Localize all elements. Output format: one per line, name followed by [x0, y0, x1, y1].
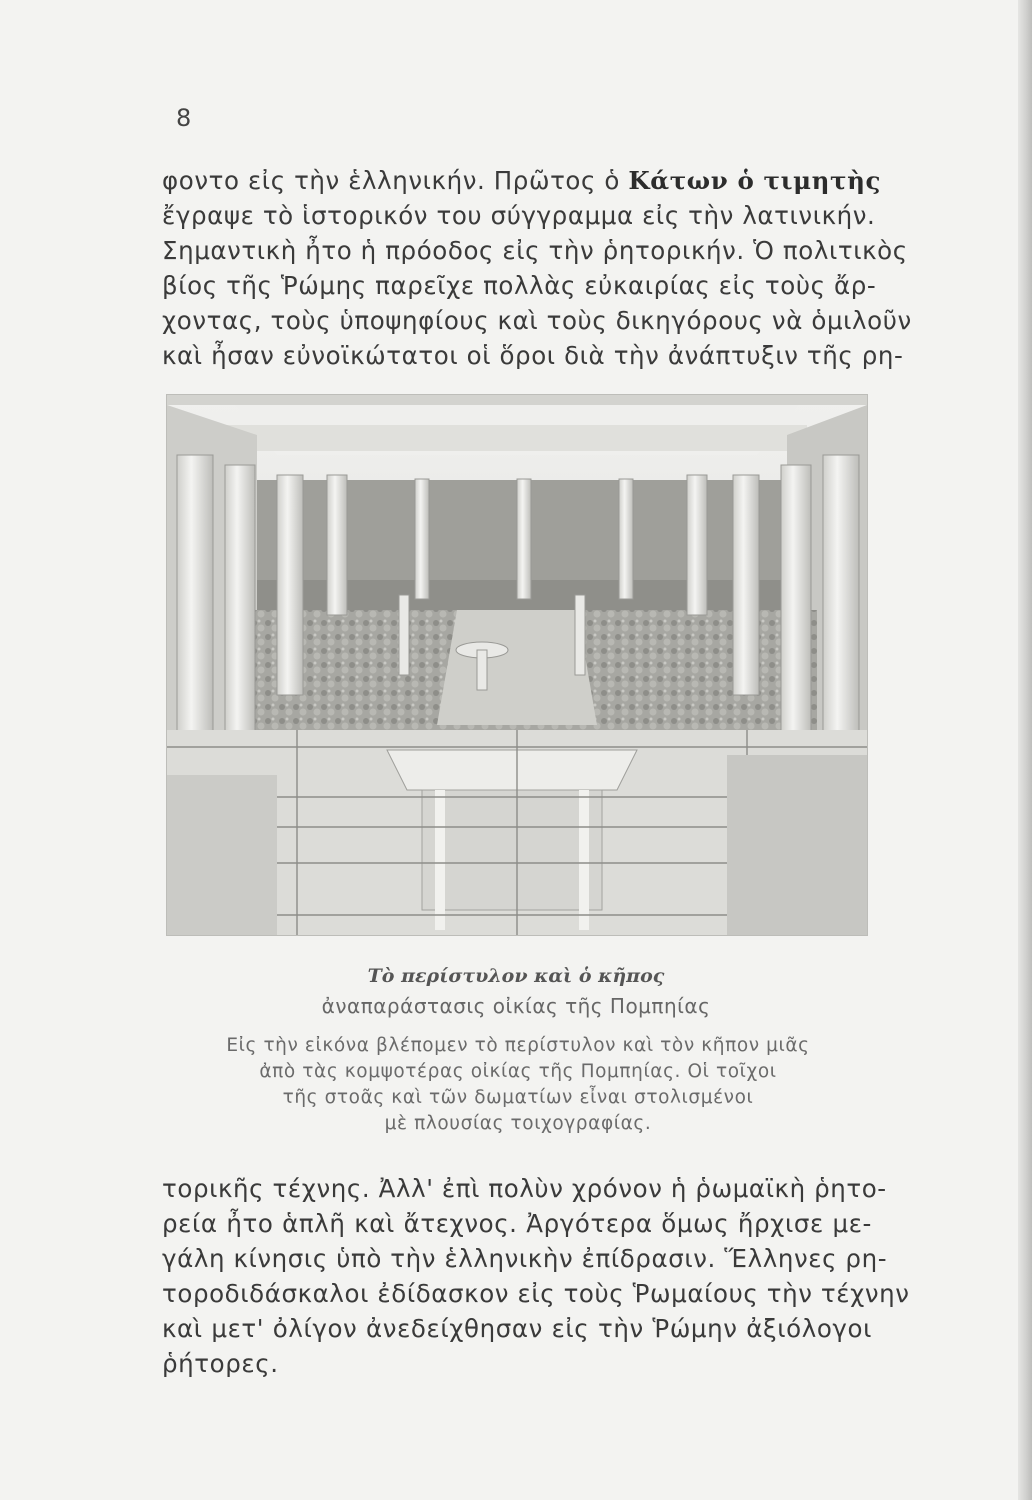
page-edge [1018, 0, 1032, 1500]
text-line: γάλη κίνησις ὑπὸ τὴν ἑλληνικὴν ἐπίδρασιν. Ἕλληνες ρη- [162, 1244, 888, 1273]
text-line: Σημαντικὴ ἦτο ἡ πρόοδος εἰς τὴν ῥητορικήν. Ὁ πολιτικὸς [162, 236, 908, 265]
bold-name: Κάτων ὁ τιμητὴς [628, 166, 882, 195]
text-line: καὶ μετ' ὀλίγον ἀνεδείχθησαν εἰς τὴν Ῥώμην ἀξιόλογοι [162, 1314, 872, 1343]
text-line: ρεία ἦτο ἁπλῆ καὶ ἄτεχνος. Ἀργότερα ὅμως ἤρχισε με- [162, 1209, 872, 1238]
text-line: βίος τῆς Ῥώμης παρεῖχε πολλὰς εὐκαιρίας εἰς τοὺς ἄρ- [162, 271, 877, 300]
caption-line: μὲ πλουσίας τοιχογραφίας. [384, 1113, 652, 1134]
text-line: ῥήτορες. [162, 1349, 279, 1378]
peristyle-garden-drawing [167, 395, 867, 935]
figure-caption-subtitle: ἀναπαράστασις οἰκίας τῆς Πομπηίας [321, 994, 711, 1018]
caption-line: Εἰς τὴν εἰκόνα βλέπομεν τὸ περίστυλον καὶ τὸν κῆπον μιᾶς [226, 1035, 810, 1056]
page-number: 8 [176, 104, 192, 132]
caption-line: ἀπὸ τὰς κομψοτέρας οἰκίας τῆς Πομπηίας. Οἱ τοῖχοι [259, 1061, 777, 1082]
peristyle-illustration [166, 394, 868, 936]
caption-line: τῆς στοᾶς καὶ τῶν δωματίων εἶναι στολισμένοι [282, 1087, 754, 1108]
figure-caption-title: Τὸ περίστυλον καὶ ὁ κῆπος [367, 965, 665, 987]
top-paragraph [162, 163, 912, 373]
figure-caption-description [160, 1033, 876, 1137]
text-line: καὶ ἦσαν εὐνοϊκώτατοι οἱ ὅροι διὰ τὴν ἀνάπτυξιν τῆς ρη- [162, 341, 904, 370]
text-line [162, 163, 882, 198]
text-line-start: φοντο εἰς τὴν ἑλληνικήν. Πρῶτος ὁ [162, 166, 629, 195]
bottom-paragraph [162, 1171, 910, 1381]
text-line: ἔγραψε τὸ ἱστορικόν του σύγγραμμα εἰς τὴν λατινικήν. [162, 201, 876, 230]
text-line: τορικῆς τέχνης. Ἀλλ' ἐπὶ πολὺν χρόνον ἡ ῥωμαϊκὴ ῥητο- [162, 1174, 887, 1203]
text-line: τοροδιδάσκαλοι ἐδίδασκον εἰς τοὺς Ῥωμαίους τὴν τέχνην [162, 1279, 910, 1308]
text-line: χοντας, τοὺς ὑποψηφίους καὶ τοὺς δικηγόρους νὰ ὁμιλοῦν [162, 306, 912, 335]
